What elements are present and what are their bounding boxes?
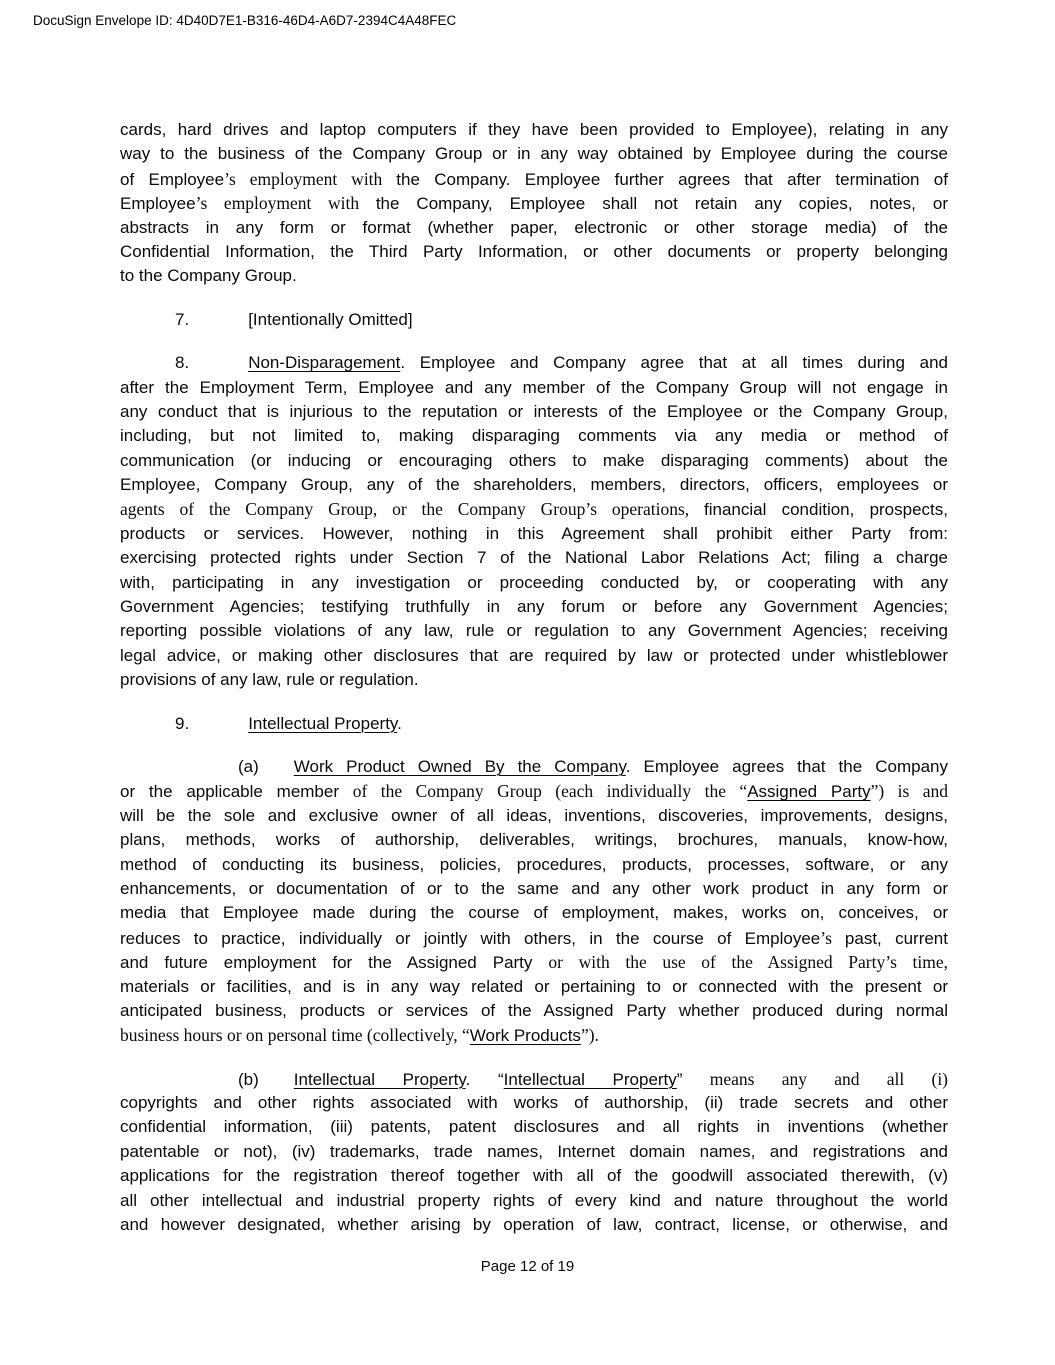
- text-run: media that Employee made during the course of employment, makes, works on, conceives, or: [120, 903, 948, 923]
- text-line: [120, 142, 948, 166]
- text-line: [120, 1115, 948, 1139]
- text-line: [120, 1213, 948, 1237]
- text-run: with, participating in any investigation or proceeding conducted by, or cooperating with any: [120, 572, 948, 592]
- text-line: [120, 1140, 948, 1164]
- text-run: or with the use of the Assigned Party’s time,: [548, 952, 948, 973]
- text-line: [120, 376, 948, 400]
- text-run: ”).: [580, 1025, 599, 1046]
- tab-spacer: [259, 771, 294, 772]
- section-7-intentionally-omitted: [120, 308, 948, 332]
- text-line: [120, 546, 948, 570]
- text-run: enhancements, or documentation of or to the same and any other work product in any form or: [120, 878, 948, 898]
- text-line: [120, 950, 948, 974]
- section-9b-intellectual-property-definition: [120, 1067, 948, 1238]
- text-line: [120, 351, 948, 375]
- text-line: [120, 853, 948, 877]
- text-line: [120, 497, 948, 521]
- text-run: . Employee and Company agree that at all times during and: [400, 353, 948, 373]
- text-run: the Company. Employee further agrees that after termination of: [396, 169, 948, 189]
- underlined-text-run: Assigned Party: [747, 782, 871, 802]
- underlined-text-run: Intellectual Property: [503, 1069, 677, 1089]
- text-run: method of conducting its business, policies, procedures, products, processes, software, or any: [120, 854, 948, 874]
- text-run: all other intellectual and industrial property rights of every kind and nature throughout the world: [120, 1190, 948, 1210]
- text-run: reduces to practice, individually or jointly with others, in the course of Employee: [120, 928, 821, 948]
- text-run: . “: [465, 1069, 504, 1089]
- text-run: confidential information, (iii) patents, patent disclosures and all rights in inventions (whether: [120, 1117, 948, 1137]
- text-line: [120, 216, 948, 240]
- tab-spacer: [120, 728, 175, 729]
- underlined-text-run: Intellectual Property: [293, 1069, 466, 1089]
- text-run: including, but not limited to, making disparaging comments via any media or method of: [120, 426, 948, 446]
- text-run: ’s employment with: [195, 193, 376, 214]
- text-line: [120, 400, 948, 424]
- text-run: ”: [676, 1069, 683, 1089]
- document-body: [120, 118, 948, 1237]
- tab-spacer: [189, 728, 248, 729]
- underlined-text-run: Intellectual Property: [248, 713, 398, 733]
- text-line: [120, 999, 948, 1023]
- text-run: of the Company Group (each individually the “: [352, 781, 748, 802]
- text-line: [120, 779, 948, 803]
- text-line: [120, 264, 948, 288]
- text-run: patentable or not), (iv) trademarks, trade names, Internet domain names, and registrations and: [120, 1141, 948, 1161]
- text-line: [120, 118, 948, 142]
- text-line: [120, 522, 948, 546]
- text-run: 7.: [175, 309, 190, 329]
- text-run: .: [397, 713, 402, 733]
- text-run: any conduct that is injurious to the reputation or interests of the Employee or the Company Group,: [120, 401, 948, 421]
- text-run: provisions of any law, rule or regulation.: [120, 670, 419, 690]
- text-run: 8.: [175, 353, 190, 373]
- text-run: agents of the Company Group, or the Company Group’s operations,: [120, 499, 705, 520]
- text-run: or the applicable member: [120, 782, 353, 802]
- text-line: [120, 926, 948, 950]
- text-line: [120, 877, 948, 901]
- text-run: (b): [238, 1069, 259, 1089]
- text-line: [120, 975, 948, 999]
- text-run: exercising protected rights under Section 7 of the National Labor Relations Act; filing a charge: [120, 548, 948, 568]
- tab-spacer: [189, 324, 248, 325]
- text-run: abstracts in any form or format (whether paper, electronic or other storage media) of the: [120, 217, 948, 237]
- text-run: (a): [238, 756, 259, 776]
- text-run: [Intentionally Omitted]: [248, 309, 413, 329]
- text-run: and future employment for the Assigned Party: [120, 953, 549, 973]
- text-run: past, current: [844, 928, 948, 948]
- text-line: [120, 1091, 948, 1115]
- tab-spacer: [120, 367, 175, 368]
- tab-spacer: [189, 367, 248, 368]
- text-line: [120, 449, 948, 473]
- text-run: communication (or inducing or encouraging others to make disparaging comments) about the: [120, 450, 948, 470]
- text-run: . Employee agrees that the Company: [625, 756, 948, 776]
- para-confidential-return-continuation: [120, 118, 948, 289]
- text-run: Confidential Information, the Third Party Information, or other documents or property belonging: [120, 241, 948, 261]
- underlined-text-run: Non-Disparagement: [248, 353, 401, 373]
- tab-spacer: [120, 324, 175, 325]
- underlined-text-run: Work Product Owned By the Company: [293, 756, 626, 776]
- text-run: anticipated business, products or services of the Assigned Party whether produced during normal: [120, 1000, 948, 1020]
- text-line: [120, 1067, 948, 1091]
- text-run: after the Employment Term, Employee and any member of the Company Group will not engage in: [120, 377, 948, 397]
- text-line: [120, 828, 948, 852]
- tab-spacer: [120, 1084, 238, 1085]
- text-run: the Company, Employee shall not retain any copies, notes, or: [375, 194, 948, 214]
- text-line: [120, 1189, 948, 1213]
- text-run: ’s: [820, 927, 845, 948]
- text-line: [120, 424, 948, 448]
- page-number-footer: Page 12 of 19: [480, 1258, 575, 1275]
- underlined-text-run: Work Products: [469, 1026, 581, 1046]
- text-run: legal advice, or making other disclosures that are required by law or protected under whistleblower: [120, 645, 948, 665]
- text-run: cards, hard drives and laptop computers if they have been provided to Employee), relating in any: [120, 120, 948, 139]
- text-line: [120, 571, 948, 595]
- text-run: and however designated, whether arising by operation of law, contract, license, or otherwise, and: [120, 1215, 948, 1235]
- text-line: [120, 595, 948, 619]
- text-run: ”) is and: [870, 781, 948, 802]
- text-run: copyrights and other rights associated with works of authorship, (ii) trade secrets and other: [120, 1093, 948, 1113]
- text-run: Employee: [120, 194, 196, 214]
- text-run: of Employee: [120, 169, 225, 189]
- text-run: applications for the registration thereof together with all of the goodwill associated therewith, (v): [120, 1166, 948, 1186]
- text-line: [120, 191, 948, 215]
- tab-spacer: [259, 1084, 294, 1085]
- text-run: way to the business of the Company Group or in any way obtained by Employee during the course: [120, 144, 948, 164]
- text-run: plans, methods, works of authorship, deliverables, writings, brochures, manuals, know-how,: [120, 830, 948, 850]
- text-line: [120, 308, 948, 332]
- text-run: Government Agencies; testifying truthfully in any forum or before any Government Agencies;: [120, 597, 948, 617]
- text-run: reporting possible violations of any law, rule or regulation to any Government Agencies; receiving: [120, 621, 948, 641]
- text-line: [120, 644, 948, 668]
- text-line: [120, 167, 948, 191]
- text-run: financial condition, prospects,: [704, 500, 948, 520]
- text-line: [120, 1023, 948, 1047]
- tab-spacer: [120, 771, 238, 772]
- text-run: Employee, Company Group, any of the shareholders, members, directors, officers, employees or: [120, 475, 948, 495]
- docusign-envelope-id: DocuSign Envelope ID: 4D40D7E1-B316-46D4-A6D7-2394C4A48FEC: [33, 13, 457, 28]
- text-line: [120, 240, 948, 264]
- text-line: [120, 1164, 948, 1188]
- text-run: will be the sole and exclusive owner of all ideas, inventions, discoveries, improvements, designs,: [120, 805, 948, 825]
- text-run: business hours or on personal time (collectively, “: [120, 1025, 470, 1046]
- text-line: [120, 755, 948, 779]
- section-8-non-disparagement: [120, 351, 948, 692]
- text-run: materials or facilities, and is in any way related or pertaining to or connected with the present or: [120, 976, 948, 996]
- text-line: [120, 668, 948, 692]
- text-line: [120, 804, 948, 828]
- section-9a-work-product: [120, 755, 948, 1048]
- text-run: means any and all (i): [682, 1068, 948, 1089]
- text-line: [120, 712, 948, 736]
- text-run: to the Company Group.: [120, 266, 297, 286]
- text-line: [120, 901, 948, 925]
- text-run: ’s employment with: [224, 168, 397, 189]
- text-run: 9.: [175, 713, 190, 733]
- text-line: [120, 619, 948, 643]
- text-run: products or services. However, nothing in this Agreement shall prohibit either Party from:: [120, 523, 948, 543]
- text-line: [120, 473, 948, 497]
- section-9-intellectual-property-heading: [120, 712, 948, 736]
